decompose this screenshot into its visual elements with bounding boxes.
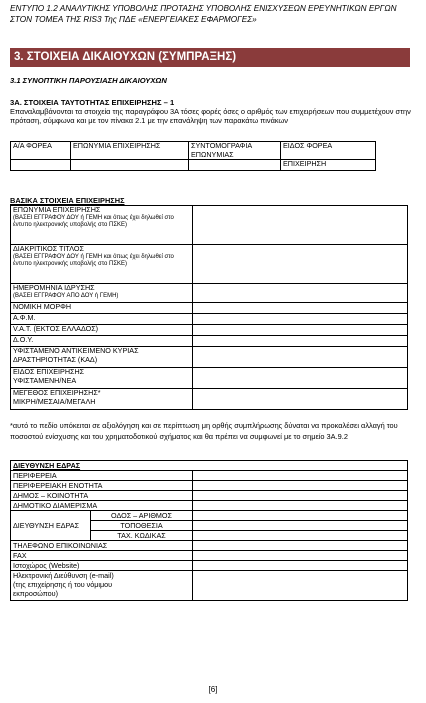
value-cell[interactable]	[193, 491, 408, 501]
value-cell[interactable]	[193, 571, 408, 601]
value-cell[interactable]	[193, 541, 408, 551]
value-cell[interactable]	[193, 551, 408, 561]
value-cell[interactable]	[193, 303, 408, 314]
table-row	[11, 461, 408, 471]
intro-paragraph: Επαναλαμβάνονται τα στοιχεία της παραγράφου 3Α τόσες φορές όσες ο αριθμός των επιχειρήσεων που συμμετέχουν στην πρόταση, σύμφωνα και με τον πίνακα 2.1 με την επανάληψη των παρακάτω πινάκων	[10, 107, 411, 125]
row-label: ΜΕΓΕΘΟΣ ΕΠΙΧΕΙΡΗΣΗΣ*	[13, 388, 101, 397]
table-row	[11, 303, 408, 314]
subsection-title-3-1: 3.1 ΣΥΝΟΠΤΙΚΗ ΠΑΡΟΥΣΙΑΣΗ ΔΙΚΑΙΟΥΧΩΝ	[10, 76, 167, 85]
table-row	[11, 325, 408, 336]
value-cell[interactable]	[193, 325, 408, 336]
summary-header-cell: ΕΠΩΝΥΜΙΑ ΕΠΙΧΕΙΡΗΣΗΣ	[71, 142, 189, 160]
summary-header-cell: ΣΥΝΤΟΜΟΓΡΑΦΙΑ ΕΠΩΝΥΜΙΑΣ	[189, 142, 281, 160]
row-label: ΠΕΡΙΦΕΡΕΙΑ	[11, 471, 193, 481]
row-label: ΔΙΑΚΡΙΤΙΚΟΣ ΤΙΤΛΟΣ	[13, 244, 84, 253]
basic-info-table	[10, 205, 408, 410]
value-cell[interactable]	[193, 389, 408, 410]
row-label: (της επιχείρησης ή του νόμιμου	[13, 580, 113, 589]
table-row	[11, 347, 408, 368]
row-label: ΔΗΜΟΤΙΚΟ ΔΙΑΜΕΡΙΣΜΑ	[11, 501, 193, 511]
row-label: Δ.Ο.Υ.	[11, 336, 193, 347]
value-cell[interactable]	[193, 481, 408, 491]
table-row	[11, 389, 408, 410]
value-cell[interactable]	[193, 561, 408, 571]
value-cell[interactable]	[193, 521, 408, 531]
table-row	[11, 561, 408, 571]
summary-cell[interactable]	[11, 160, 71, 171]
row-label: ΜΙΚΡΗ/ΜΕΣΑΙΑ/ΜΕΓΑΛΗ	[13, 396, 96, 406]
value-cell[interactable]	[193, 531, 408, 541]
row-label: ΗΜΕΡΟΜΗΝΙΑ ΙΔΡΥΣΗΣ	[13, 283, 95, 292]
summary-cell[interactable]	[71, 160, 189, 171]
value-cell[interactable]	[193, 501, 408, 511]
value-cell[interactable]	[193, 471, 408, 481]
row-label: ΟΔΟΣ – ΑΡΙΘΜΟΣ	[91, 511, 193, 521]
address-table	[10, 460, 408, 601]
document-header	[10, 4, 420, 25]
table-row	[11, 336, 408, 347]
row-note: (ΒΑΣΕΙ ΕΓΓΡΑΦΟΥ ΔΟΥ ή ΓΕΜΗ και όπως έχει δηλωθεί στο έντυπο ηλεκτρονικής υποβολής στο ΠΣΚΕ)	[13, 253, 174, 267]
row-label: Α.Φ.Μ.	[11, 314, 193, 325]
table-row	[11, 541, 408, 551]
row-label: ΔΡΑΣΤΗΡΙΟΤΗΤΑΣ (ΚΑΔ)	[13, 354, 98, 364]
row-label: ΤΑΧ. ΚΩΔΙΚΑΣ	[91, 531, 193, 541]
basic-info-title: ΒΑΣΙΚΑ ΣΤΟΙΧΕΙΑ ΕΠΙΧΕΙΡΗΣΗΣ	[10, 196, 125, 205]
section-title: 3. ΣΤΟΙΧΕΙΑ ΔΙΚΑΙΟΥΧΩΝ (ΣΥΜΠΡΑΞΗΣ)	[10, 48, 410, 67]
summary-table	[10, 141, 376, 171]
value-cell[interactable]	[193, 368, 408, 389]
table-row	[11, 511, 408, 521]
table-row	[11, 481, 408, 491]
table-row	[11, 245, 408, 284]
row-label: ΕΙΔΟΣ ΕΠΙΧΕΙΡΗΣΗΣ	[13, 367, 85, 376]
row-label: FAX	[11, 551, 193, 561]
header-line-1: ΕΝΤΥΠΟ 1.2 ΑΝΑΛΥΤΙΚΗΣ ΥΠΟΒΟΛΗΣ ΠΡΟΤΑΣΗΣ ΥΠΟΒΟΛΗΣ ΕΝΙΣΧΥΣΕΩΝ ΕΡΕΥΝΗΤΙΚΩΝ ΕΡΓΩΝ	[10, 4, 397, 13]
row-label: V.A.T. (ΕΚΤΟΣ ΕΛΛΑΔΟΣ)	[11, 325, 193, 336]
value-cell[interactable]	[193, 336, 408, 347]
table-row	[11, 501, 408, 511]
value-cell[interactable]	[193, 284, 408, 303]
row-label: ΝΟΜΙΚΗ ΜΟΡΦΗ	[11, 303, 193, 314]
address-title: ΔΙΕΥΘΥΝΣΗ ΕΔΡΑΣ	[11, 461, 408, 471]
table-row	[11, 471, 408, 481]
row-label: ΥΦΙΣΤΑΜΕΝΟ ΑΝΤΙΚΕΙΜΕΝΟ ΚΥΡΙΑΣ	[13, 346, 139, 355]
table-row	[11, 368, 408, 389]
value-cell[interactable]	[193, 347, 408, 368]
value-cell[interactable]	[193, 511, 408, 521]
row-label: Ιστοχώρος (Website)	[11, 561, 193, 571]
row-label: Ηλεκτρονική Διεύθυνση (e-mail)	[13, 571, 114, 580]
header-line-2: ΣΤΟΝ ΤΟΜΕΑ ΤΗΣ RIS3 Της ΠΔΕ «ΕΝΕΡΓΕΙΑΚΕΣ ΕΦΑΡΜΟΓΕΣ»	[10, 14, 257, 24]
table-row	[11, 491, 408, 501]
value-cell[interactable]	[193, 206, 408, 245]
row-label: ΔΙΕΥΘΥΝΣΗ ΕΔΡΑΣ	[11, 511, 91, 541]
footnote: *αυτό το πεδίο υπόκειται σε αξιολόγηση και σε περίπτωση μη ορθής συμπλήρωσης δύναται να προκαλέσει αλλαγή του ποσοστού ενίσχυσης και του χρηματοδοτικού σχήματος και θα πρέπει να συμφωνεί με το σημείο 3Α.9.2	[10, 421, 398, 441]
value-cell[interactable]	[193, 245, 408, 284]
row-note: (ΒΑΣΕΙ ΕΓΓΡΑΦΟΥ ΔΟΥ ή ΓΕΜΗ και όπως έχει δηλωθεί στο έντυπο ηλεκτρονικής υποβολής στο ΠΣΚΕ)	[13, 214, 174, 228]
summary-header-cell: ΕΙΔΟΣ ΦΟΡΕΑ	[281, 142, 376, 160]
page-number: [6]	[208, 685, 218, 694]
table-row	[11, 571, 408, 601]
table-row	[11, 284, 408, 303]
row-label: εκπροσώπου)	[13, 589, 58, 598]
summary-cell[interactable]	[189, 160, 281, 171]
row-label: ΕΠΩΝΥΜΙΑ ΕΠΙΧΕΙΡΗΣΗΣ	[13, 205, 101, 214]
summary-cell: ΕΠΙΧΕΙΡΗΣΗ	[281, 160, 376, 171]
subsection-title-3a: 3Α. ΣΤΟΙΧΕΙΑ ΤΑΥΤΟΤΗΤΑΣ ΕΠΙΧΕΙΡΗΣΗΣ – 1	[10, 98, 175, 107]
row-label: ΤΗΛΕΦΩΝΟ ΕΠΙΚΟΙΝΩΝΙΑΣ	[11, 541, 193, 551]
table-row	[11, 206, 408, 245]
row-label: ΔΗΜΟΣ – ΚΟΙΝΟΤΗΤΑ	[11, 491, 193, 501]
row-label: ΤΟΠΟΘΕΣΙΑ	[91, 521, 193, 531]
table-row	[11, 314, 408, 325]
summary-header-cell: Α/Α ΦΟΡΕΑ	[11, 142, 71, 160]
row-label: ΥΦΙΣΤΑΜΕΝΗ/ΝΕΑ	[13, 375, 77, 385]
table-row	[11, 551, 408, 561]
value-cell[interactable]	[193, 314, 408, 325]
row-note: (ΒΑΣΕΙ ΕΓΓΡΑΦΟΥ ΑΠΟ ΔΟΥ ή ΓΕΜΗ)	[13, 292, 119, 299]
row-label: ΠΕΡΙΦΕΡΕΙΑΚΗ ΕΝΟΤΗΤΑ	[11, 481, 193, 491]
